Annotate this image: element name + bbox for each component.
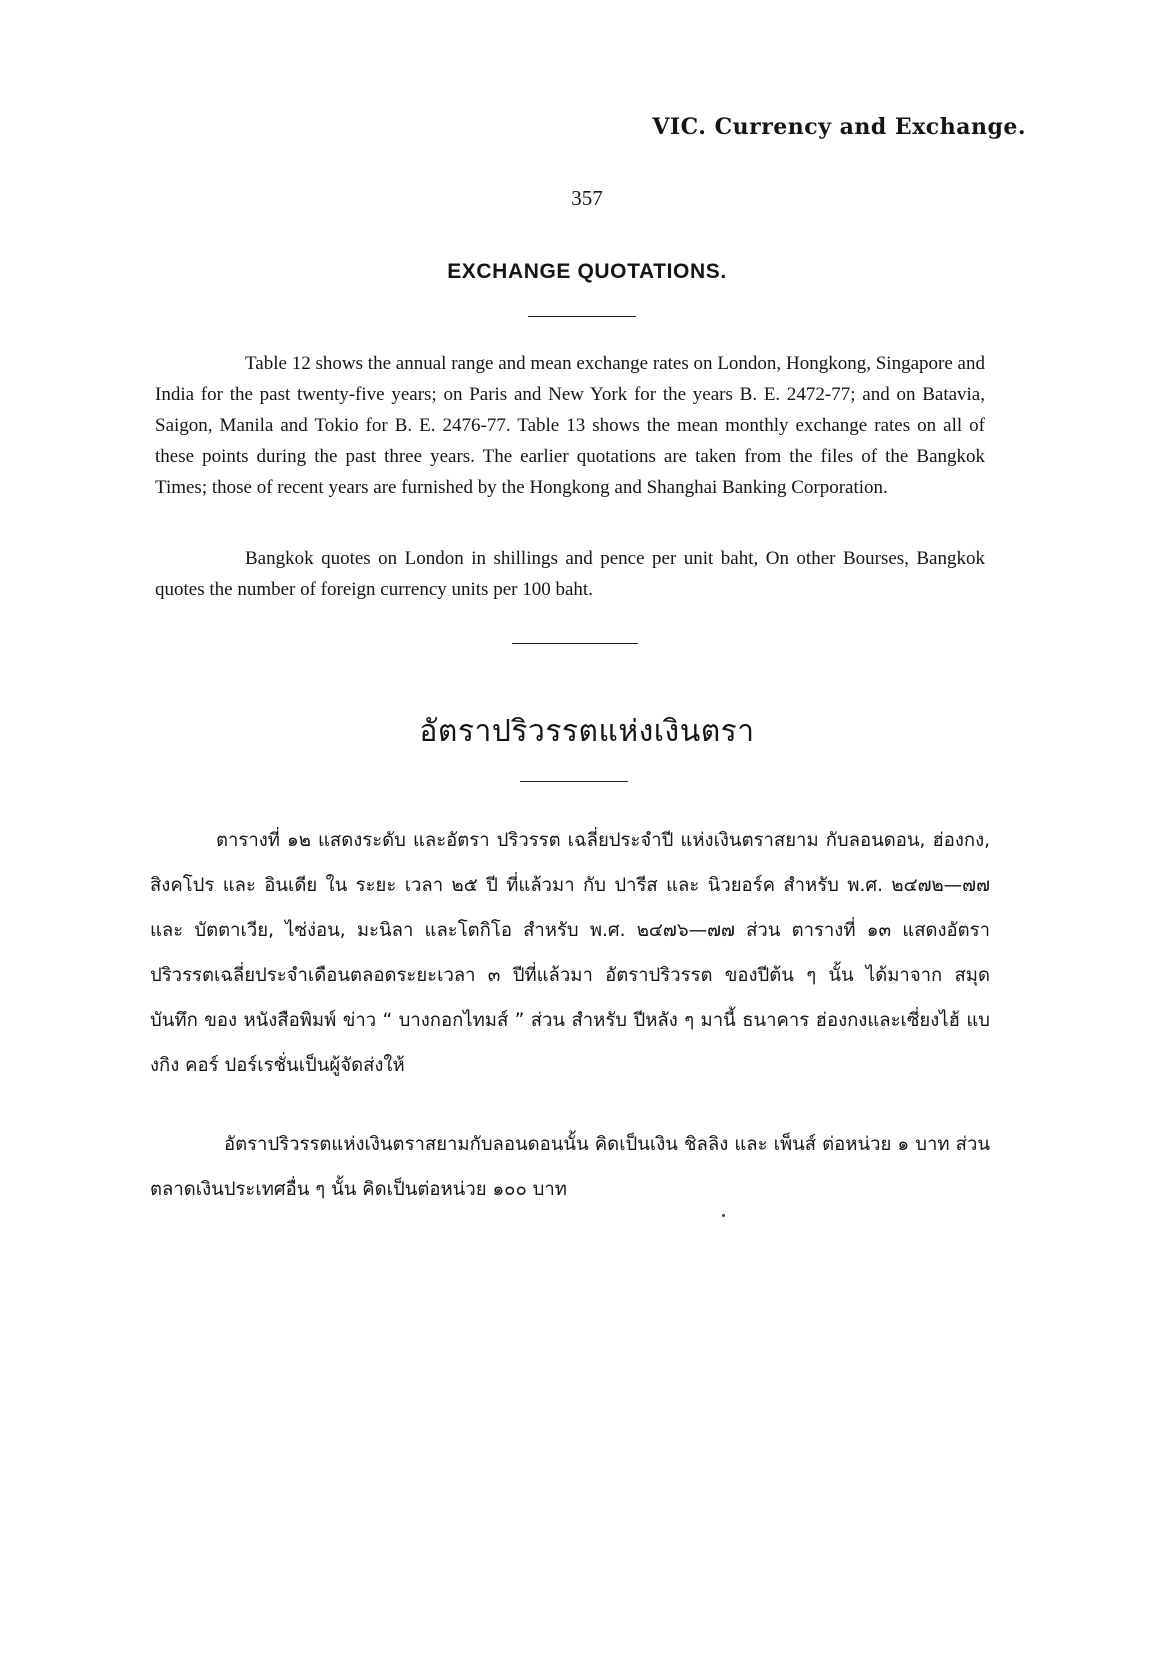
page-number: 357 bbox=[571, 186, 603, 210]
english-paragraph-1: Table 12 shows the annual range and mean exchange rates on London, Hongkong, Singapore and India for the past twenty-five years; on Paris and New York for the years B. E. 2472-77; and on Batavia, Saigon, Manila and Tokio for B. E. 2476-77. Table 13 shows the mean monthly exchange rates on all of these points during the past three years. The earlier quotations are taken from the files of the Bangkok Times; those of recent years are furnished by the Hongkong and Shanghai Banking Corporation. bbox=[155, 353, 985, 498]
print-speck bbox=[722, 1214, 725, 1217]
english-paragraph-2: Bangkok quotes on London in shillings and pence per unit baht, On other Bourses, Bangkok quotes the number of foreign currency units per 100 baht. bbox=[155, 548, 985, 600]
thai-paragraph-1: ตารางที่ ๑๒ แสดงระดับ และอัตรา ปริวรรต เฉลี่ยประจำปี แห่งเงินตราสยาม กับลอนดอน, ฮ่องกง, สิงคโปร และ อินเดีย ใน ระยะ เวลา ๒๕ ปี ที่แล้วมา กับ ปารีส และ นิวยอร์ค สำหรับ พ.ศ. ๒๔๗๒—๗๗ และ บัตตาเวีย, ไซ่ง่อน, มะนิลา และโตกิโอ สำหรับ พ.ศ. ๒๔๗๖—๗๗ ส่วน ตารางที่ ๑๓ แสดงอัตราปริวรรตเฉลี่ยประจำเดือนตลอดระยะเวลา ๓ ปีที่แล้วมา อัตราปริวรรต ของปีต้น ๆ นั้น ได้มาจาก สมุด บันทึก ของ หนังสือพิมพ์ ข่าว “ บางกอกไทมส์ ” ส่วน สำหรับ ปีหลัง ๆ มานี้ ธนาคาร ฮ่องกงและเซี่ยงไฮ้ แบงกิง คอร์ ปอร์เรชั่นเป็นผู้จัดส่งให้ bbox=[150, 830, 990, 1076]
running-head: VIC. Currency and Exchange. bbox=[652, 114, 1026, 140]
thai-title-divider bbox=[520, 781, 628, 782]
title-divider bbox=[528, 316, 636, 317]
section-divider bbox=[512, 643, 638, 644]
english-section-title: EXCHANGE QUOTATIONS. bbox=[447, 260, 727, 283]
thai-section-title: อัตราปริวรรตแห่งเงินตรา bbox=[419, 714, 755, 749]
thai-paragraph-2: อัตราปริวรรตแห่งเงินตราสยามกับลอนดอนนั้น คิดเป็นเงิน ชิลลิง และ เพ็นส์ ต่อหน่วย ๑ บาท ส่วนตลาดเงินประเทศอื่น ๆ นั้น คิดเป็นต่อหน่วย ๑๐๐ บาท bbox=[150, 1134, 990, 1200]
